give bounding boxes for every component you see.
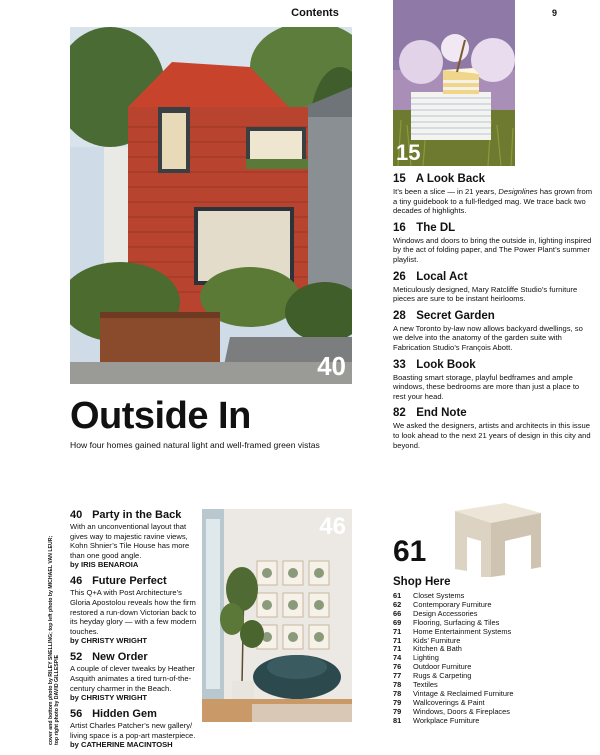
contents-entry[interactable] xyxy=(393,358,593,402)
entry-description: With an unconventional layout that gives way to majestic ravine views, Kohn Shnier’s Tile House has more than one good angle. xyxy=(70,522,190,560)
contents-entry[interactable] xyxy=(393,172,593,216)
entry-page-number: 28 xyxy=(393,309,406,322)
shop-item[interactable]: 71 Kids’ Furniture xyxy=(393,635,461,645)
entry-description: Meticulously designed, Mary Ratcliffe Studio’s furniture pieces are sure to be instant heirlooms. xyxy=(393,284,578,304)
right-contents-column xyxy=(393,172,593,455)
shop-list xyxy=(393,592,593,726)
entry-page-number: 33 xyxy=(393,358,406,371)
feature-title[interactable]: Outside In xyxy=(70,395,251,437)
shop-item[interactable]: 62 Contemporary Furniture xyxy=(393,599,492,609)
contents-entry[interactable] xyxy=(393,309,593,353)
feature-subtitle: How four homes gained natural light and well-framed green vistas xyxy=(70,440,320,450)
entry-page-number: 52 xyxy=(70,651,83,664)
entry-title: Local Act xyxy=(416,270,468,283)
house-illustration xyxy=(70,27,352,384)
entry-byline: by CATHERINE MACINTOSH xyxy=(70,740,173,750)
entry-title: Hidden Gem xyxy=(92,708,157,721)
contents-entry[interactable] xyxy=(70,708,198,750)
shop-item[interactable]: 78 Textiles xyxy=(393,680,438,690)
shop-item[interactable]: 61 Closet Systems xyxy=(393,591,465,600)
entry-title: Look Book xyxy=(416,358,476,371)
entry-description: It’s been a slice — in 21 years, Designlines has grown from a tiny guidebook to a full-fledged mag. We trace back two decades of highlights. xyxy=(393,187,593,216)
entry-description: Artist Charles Patcher’s new gallery/ living space is a pop-art masterpiece. xyxy=(70,721,196,740)
shop-item[interactable]: 74 Lighting xyxy=(393,653,439,663)
entry-page-number: 40 xyxy=(70,509,83,521)
shop-item[interactable]: 78 Vintage & Reclaimed Furniture xyxy=(393,688,514,698)
shop-here-heading[interactable]: Shop Here xyxy=(393,576,451,588)
entry-page-number: 26 xyxy=(393,270,406,283)
shop-item[interactable]: 76 Outdoor Furniture xyxy=(393,662,472,672)
entry-description: A couple of clever tweaks by Heather Asquith animates a tired turn-of-the-century charmer in the Beach. xyxy=(70,664,195,693)
entry-title: End Note xyxy=(416,407,467,420)
left-contents-column xyxy=(70,509,198,755)
shop-item[interactable]: 81 Workplace Furniture xyxy=(393,715,480,725)
shop-item[interactable]: 77 Rugs & Carpeting xyxy=(393,671,472,681)
page-number: 9 xyxy=(552,8,558,18)
entry-page-number: 15 xyxy=(393,173,406,185)
entry-title: The DL xyxy=(416,221,456,234)
house-page-number: 40 xyxy=(317,351,346,381)
entry-description: Boasting smart storage, playful bedframes and ample windows, these bedrooms are more than just a place to rest your head. xyxy=(393,372,580,401)
contents-entry[interactable] xyxy=(70,651,198,703)
entry-description: A new Toronto by-law now allows backyard dwellings, so we delve into the anatomy of the garden suite with Fabrication Studio’s François Abott. xyxy=(393,323,583,352)
shop-item[interactable]: 79 Wallcoverings & Paint xyxy=(393,697,485,707)
entry-title: Secret Garden xyxy=(416,309,495,322)
shop-item[interactable]: 71 Kitchen & Bath xyxy=(393,644,462,654)
contents-entry[interactable] xyxy=(393,270,593,304)
contents-entry[interactable] xyxy=(393,221,593,265)
entry-title: A Look Back xyxy=(415,173,486,185)
entry-page-number: 56 xyxy=(70,708,83,721)
contents-entry[interactable] xyxy=(393,406,593,450)
contents-entry[interactable] xyxy=(70,509,198,570)
entry-page-number: 82 xyxy=(393,407,406,420)
stool-illustration xyxy=(445,497,545,579)
stool-image[interactable] xyxy=(445,497,545,579)
cake-page-number: 15 xyxy=(396,140,421,165)
entry-page-number: 16 xyxy=(393,221,406,234)
interior-page-number: 46 xyxy=(319,513,346,540)
photo-credits: cover and bottom photo by RILEY SNELLING; top left photo by MICHAEL VAN LEUR; top right photo by DAVID GILLESPIE xyxy=(48,535,61,745)
house-photo[interactable] xyxy=(70,27,352,384)
interior-photo[interactable] xyxy=(202,509,352,722)
shop-item[interactable]: 71 Home Entertainment Systems xyxy=(393,626,512,636)
entry-byline: by CHRISTY WRIGHT xyxy=(70,636,148,646)
entry-description: This Q+A with Post Architecture’s Gloria Apostolou reveals how the firm restored a run-down Victorian back to its heyday glory — with a few modern touches. xyxy=(70,588,197,636)
shop-item[interactable]: 66 Design Accessories xyxy=(393,608,478,618)
entry-description: Windows and doors to bring the outside in, lighting inspired by the act of folding paper, and The Power Plant’s summer playlist. xyxy=(393,235,592,264)
entry-description: We asked the designers, artists and architects in this issue to look ahead to the next 21 years of design in this city and beyond. xyxy=(393,421,591,450)
entry-title: New Order xyxy=(92,651,148,664)
shop-item[interactable]: 79 Windows, Doors & Fireplaces xyxy=(393,706,510,716)
shop-page-number: 61 xyxy=(393,535,427,568)
entry-byline: by CHRISTY WRIGHT xyxy=(70,693,148,703)
page-title: Contents xyxy=(291,7,339,19)
entry-title: Party in the Back xyxy=(92,509,182,521)
entry-byline: by IRIS BENAROIA xyxy=(70,560,139,570)
contents-entry[interactable] xyxy=(70,575,198,646)
entry-page-number: 46 xyxy=(70,575,83,588)
shop-item[interactable]: 69 Flooring, Surfacing & Tiles xyxy=(393,617,500,627)
entry-title: Future Perfect xyxy=(92,575,167,588)
cake-photo[interactable] xyxy=(393,0,515,166)
